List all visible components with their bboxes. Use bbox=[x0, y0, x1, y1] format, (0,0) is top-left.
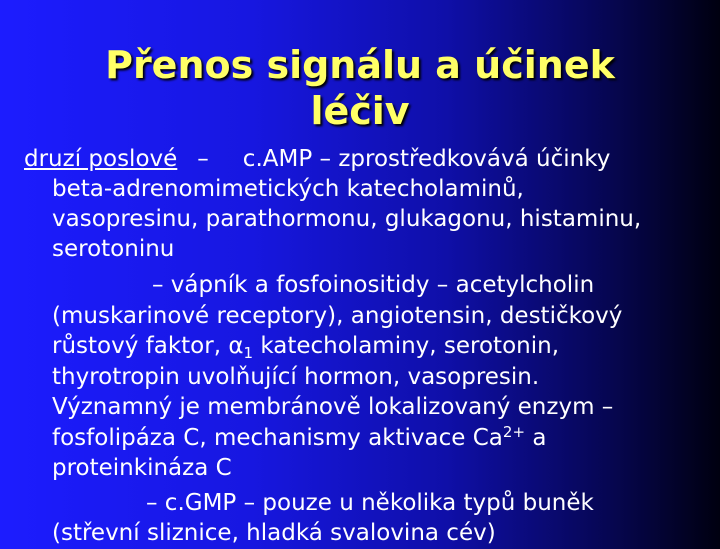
calcium-text-4: thyrotropin uvolňující hormon, vasopresin. bbox=[52, 364, 540, 390]
camp-text-3: vasopresinu, parathormonu, glukagonu, histaminu, bbox=[52, 206, 642, 232]
cgmp-text-1: – c.GMP – pouze u několika typů buněk bbox=[146, 490, 594, 516]
camp-dash: – bbox=[197, 146, 209, 172]
camp-line-1 bbox=[24, 144, 610, 175]
calcium-text-3 bbox=[52, 331, 559, 362]
calcium-text-7: proteinkináza C bbox=[52, 455, 232, 481]
camp-text-1: c.AMP – zprostředkovává účinky bbox=[242, 146, 611, 172]
cgmp-text-2: (střevní sliznice, hladká svalovina cév) bbox=[52, 520, 496, 546]
calcium-text-3a: růstový faktor, α bbox=[52, 333, 244, 359]
slide-title: Přenos signálu a účinek léčiv bbox=[105, 43, 615, 133]
calcium-superscript: 2+ bbox=[502, 423, 526, 441]
calcium-text-6a: fosfolipáza C, mechanismy aktivace Ca bbox=[52, 425, 503, 451]
camp-text-4: serotoninu bbox=[52, 236, 175, 262]
calcium-text-6b: a bbox=[525, 425, 547, 451]
second-messengers-label: druzí poslové bbox=[24, 146, 178, 172]
alpha-subscript: 1 bbox=[243, 344, 254, 362]
calcium-text-6 bbox=[52, 423, 546, 454]
calcium-text-3b: katecholaminy, serotonin, bbox=[253, 333, 560, 359]
calcium-text-2: (muskarinové receptory), angiotensin, destičkový bbox=[52, 303, 623, 329]
calcium-text-5: Významný je membránově lokalizovaný enzym – bbox=[52, 394, 614, 420]
camp-text-2: beta-adrenomimetických katecholaminů, bbox=[52, 176, 524, 202]
calcium-text-1: – vápník a fosfoinositidy – acetylcholin bbox=[152, 272, 595, 298]
